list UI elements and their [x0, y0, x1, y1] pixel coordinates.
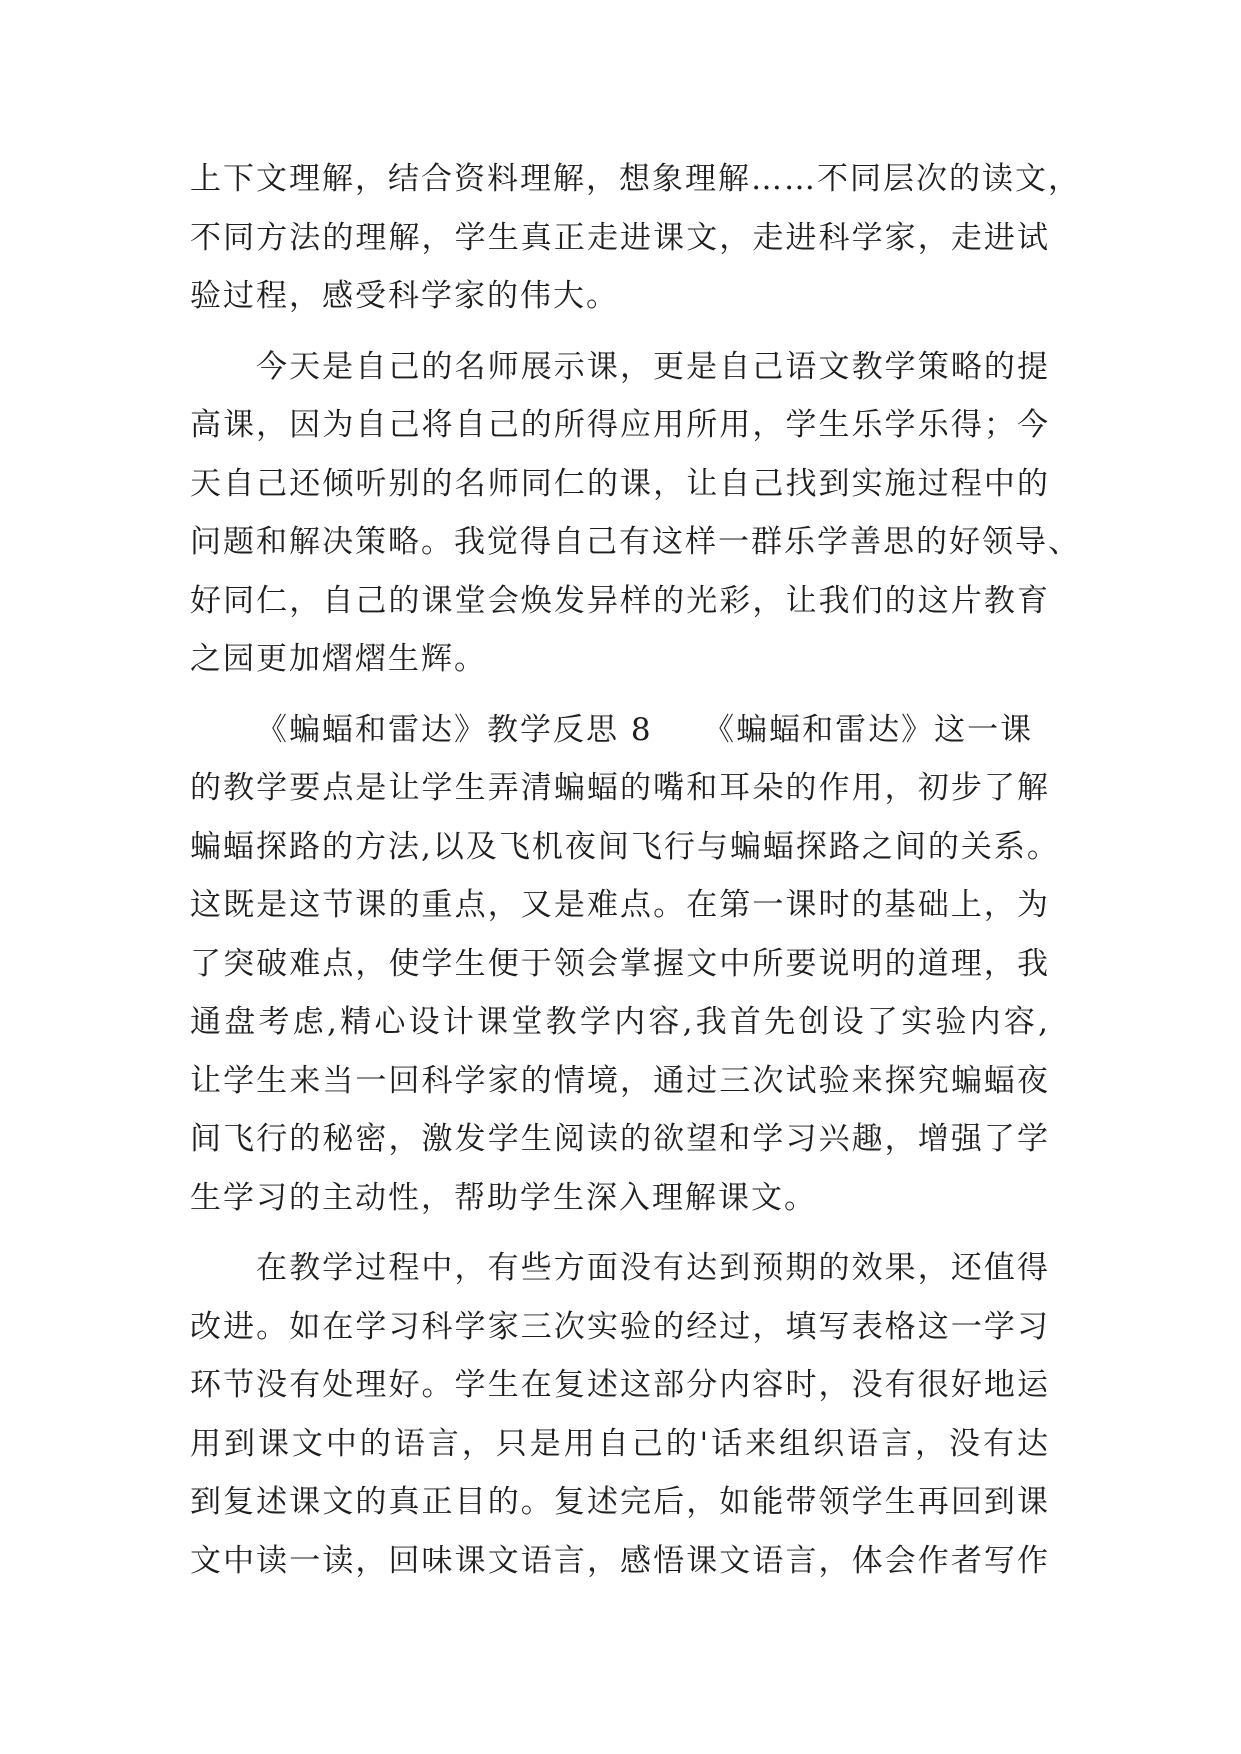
text-line: 这既是这节课的重点，又是难点。在第一课时的基础上，为	[190, 887, 1050, 923]
text-line: 间飞行的秘密，激发学生阅读的欲望和学习兴趣，增强了学	[190, 1121, 1050, 1157]
paragraph-1	[190, 150, 1081, 326]
text-line: 不同方法的理解，学生真正走进课文，走进科学家，走进试	[190, 219, 1050, 256]
text-line: 了突破难点，使学生便于领会掌握文中所要说明的道理，我	[190, 945, 1050, 982]
paragraph-4	[190, 1239, 1050, 1590]
text-line: 用到课文中的语言，只是用自己的'话来组织语言，没有达	[190, 1425, 1050, 1462]
document-body	[190, 150, 1081, 1590]
text-line: 到复述课文的真正目的。复述完后，如能带领学生再回到课	[190, 1484, 1050, 1520]
text-line: 验过程，感受科学家的伟大。	[190, 278, 619, 314]
text-line: 好同仁，自己的课堂会焕发异样的光彩，让我们的这片教育	[190, 582, 1050, 619]
text-line: 上下文理解，结合资料理解，想象理解……不同层次的读文，	[190, 161, 1081, 197]
text-line: 问题和解决策略。我觉得自己有这样一群乐学善思的好领导、	[190, 524, 1081, 560]
text-line: 让学生来当一回科学家的情境，通过三次试验来探究蝙蝠夜	[190, 1062, 1050, 1099]
text-line: 生学习的主动性，帮助学生深入理解课文。	[190, 1179, 817, 1216]
text-line: 蝙蝠探路的方法,以及飞机夜间飞行与蝙蝠探路之间的关系。	[190, 828, 1060, 865]
paragraph-3	[190, 701, 1060, 1228]
text-line: 之园更加熠熠生辉。	[190, 641, 487, 677]
text-line: 环节没有处理好。学生在复述这部分内容时，没有很好地运	[190, 1367, 1050, 1403]
text-line: 高课，因为自己将自己的所得应用所用，学生乐学乐得；今	[190, 407, 1050, 443]
text-line: 今天是自己的名师展示课，更是自己语文教学策略的提	[256, 348, 1050, 385]
text-line: 《蝙蝠和雷达》教学反思 8 《蝙蝠和雷达》这一课	[256, 711, 1034, 748]
text-line: 天自己还倾听别的名师同仁的课，让自己找到实施过程中的	[190, 465, 1050, 502]
paragraph-2	[190, 338, 1081, 689]
text-line: 文中读一读，回味课文语言，感悟课文语言，体会作者写作	[190, 1542, 1050, 1579]
text-line: 的教学要点是让学生弄清蝙蝠的嘴和耳朵的作用，初步了解	[190, 770, 1050, 806]
text-line: 改进。如在学习科学家三次实验的经过，填写表格这一学习	[190, 1308, 1050, 1345]
text-line: 通盘考虑,精心设计课堂教学内容,我首先创设了实验内容,	[190, 1004, 1050, 1040]
text-line: 在教学过程中，有些方面没有达到预期的效果，还值得	[256, 1250, 1050, 1286]
